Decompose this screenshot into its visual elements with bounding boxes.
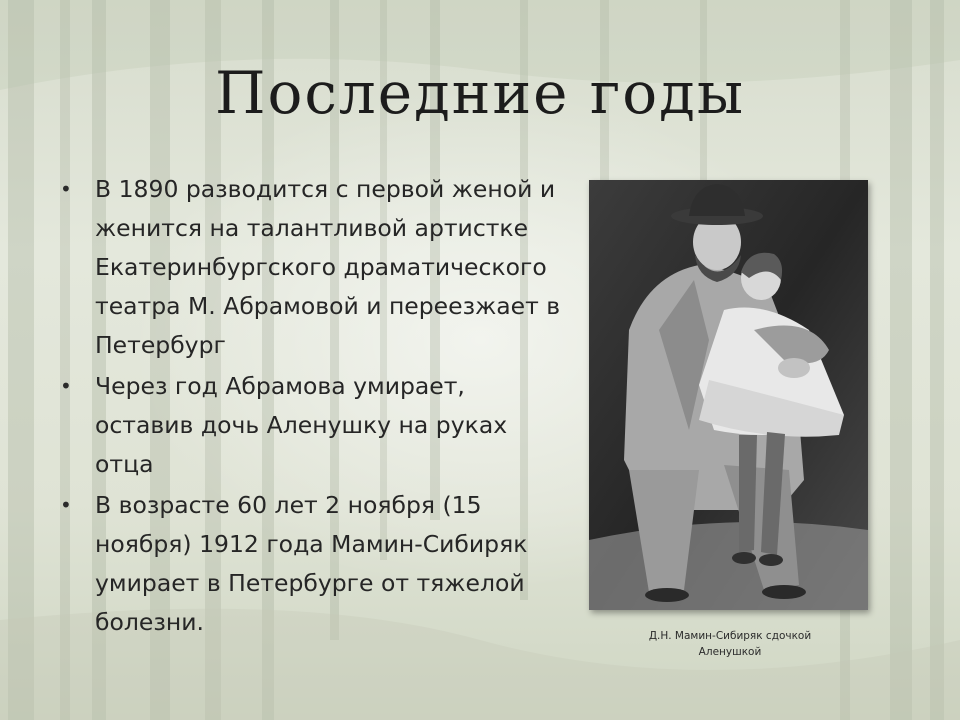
bullet-marker: • [60,177,72,201]
photo-caption [600,628,860,660]
bullet-text: В 1890 разводится с первой женой и женится на талантливой артистке Екатеринбургского драматического театра М. Абрамовой и переезжает в Петербург [95,175,561,359]
caption-line: Д.Н. Мамин-Сибиряк сдочкой [648,630,812,642]
bullet-item [58,486,563,642]
bullet-marker: • [60,493,72,517]
bullet-list [58,170,563,644]
bullet-item [58,367,563,484]
bullet-text: В возрасте 60 лет 2 ноября (15 ноября) 1912 года Мамин-Сибиряк умирает в Петербурге от тяжелой болезни. [95,491,528,636]
caption-line: Аленушкой [698,646,762,658]
portrait-photo-image [589,180,868,610]
slide-title: Последние годы [214,59,746,127]
bullet-text: Через год Абрамова умирает, оставив дочь Аленушку на руках отца [95,372,508,478]
bullet-marker: • [60,374,72,398]
portrait-photo [589,180,868,610]
bullet-item [58,170,563,365]
